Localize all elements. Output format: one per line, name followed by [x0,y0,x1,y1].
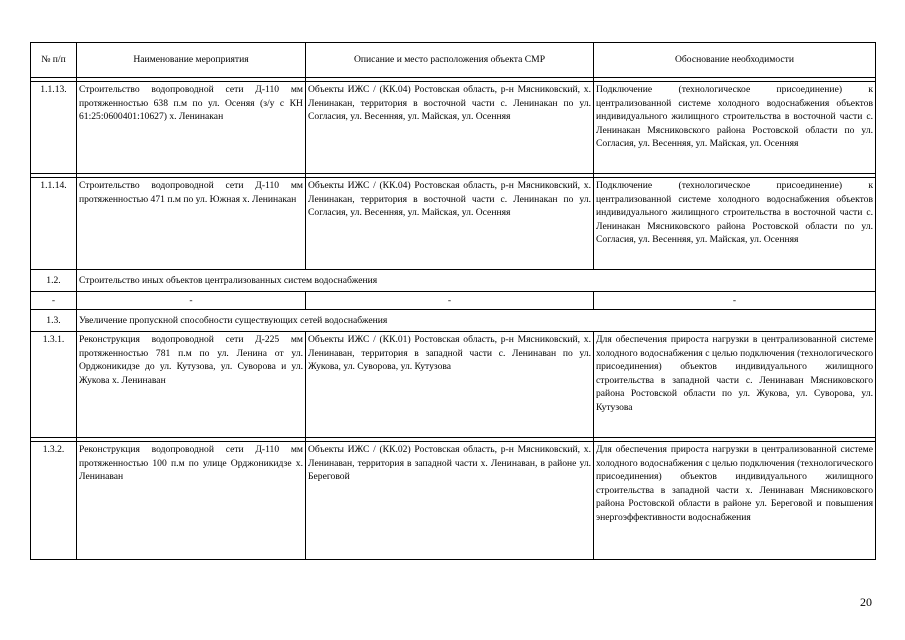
section-number: 1.2. [31,270,77,292]
row-measure-name: Реконструкция водопроводной сети Д-110 мм протяженностью 100 п.м по улице Орджоникидзе х. Ленинаван [77,442,306,560]
row-justification: Подключение (технологическое присоединение) к централизованной системе холодного водоснабжения объектов индивидуального жилищного строительства в восточной части с. Ленинакан Мясниковского района Ростовской области по ул. Согласия, ул. Весенняя, ул. Майская, ул. Осенняя [594,82,876,174]
table-row [31,82,876,174]
row-measure-name: Строительство водопроводной сети Д-110 мм протяженностью 471 п.м по ул. Южная х. Ленинакан [77,178,306,270]
row-justification: Для обеспечения прироста нагрузки в централизованной системе холодного водоснабжения с целью подключения (технологического присоединения) объектов индивидуального жилищного строительства в западной части с. Ленинаван Мясниковского района Ростовской области по ул. Жукова, ул. Суворова, ул. Кутузова [594,332,876,438]
row-number: 1.1.13. [31,82,77,174]
row-measure-name: Реконструкция водопроводной сети Д-225 мм протяженностью 781 п.м по ул. Ленина от ул. Орджоникидзе до ул. Кутузова, ул. Суворова и ул. Жукова х. Ленинаван [77,332,306,438]
table-row [31,332,876,438]
empty-cell: - [594,292,876,310]
header-justification: Обоснование необходимости [594,43,876,78]
table-row [31,178,876,270]
row-justification: Подключение (технологическое присоединение) к централизованной системе холодного водоснабжения объектов индивидуального жилищного строительства в восточной части с. Ленинакан Мясниковского района Ростовской области по ул. Согласия, ул. Весенняя, ул. Майская, ул. Осенняя [594,178,876,270]
header-measure-name: Наименование мероприятия [77,43,306,78]
section-title: Увеличение пропускной способности существующих сетей водоснабжения [77,310,876,332]
section-row [31,310,876,332]
empty-cell: - [77,292,306,310]
empty-cell: - [306,292,594,310]
row-number: 1.3.2. [31,442,77,560]
empty-cell: - [31,292,77,310]
row-measure-name: Строительство водопроводной сети Д-110 мм протяженностью 638 п.м по ул. Осеняя (з/у с КН 61:25:0600401:10627) х. Ленинакан [77,82,306,174]
section-row [31,270,876,292]
row-number: 1.1.14. [31,178,77,270]
row-description: Объекты ИЖС / (КК.02) Ростовская область, р-н Мясниковский, х. Ленинаван, территория в западной части х. Ленинаван, в районе ул. Береговой [306,442,594,560]
table-header-row [31,43,876,78]
measures-table [30,42,876,560]
row-justification: Для обеспечения прироста нагрузки в централизованной системе холодного водоснабжения с целью подключения (технологического присоединения) объектов индивидуального жилищного строительства в западной части х. Ленинаван Мясниковского района Ростовской области в районе ул. Береговой и повышения энергоэффективности водоснабжения [594,442,876,560]
row-description: Объекты ИЖС / (КК.04) Ростовская область, р-н Мясниковский, х. Ленинакан, территория в восточной части с. Ленинакан по ул. Согласия, ул. Весенняя, ул. Майская, ул. Осенняя [306,82,594,174]
page-number: 20 [860,595,872,609]
row-number: 1.3.1. [31,332,77,438]
empty-row [31,292,876,310]
header-description: Описание и место расположения объекта СМР [306,43,594,78]
table-row [31,442,876,560]
section-title: Строительство иных объектов централизованных систем водоснабжения [77,270,876,292]
section-number: 1.3. [31,310,77,332]
header-number: № п/п [31,43,77,78]
row-description: Объекты ИЖС / (КК.04) Ростовская область, р-н Мясниковский, х. Ленинакан, территория в восточной части с. Ленинакан по ул. Согласия, ул. Весенняя, ул. Майская, ул. Осенняя [306,178,594,270]
row-description: Объекты ИЖС / (КК.01) Ростовская область, р-н Мясниковский, х. Ленинаван, территория в западной части с. Ленинаван по ул. Жукова, ул. Суворова, ул. Кутузова [306,332,594,438]
